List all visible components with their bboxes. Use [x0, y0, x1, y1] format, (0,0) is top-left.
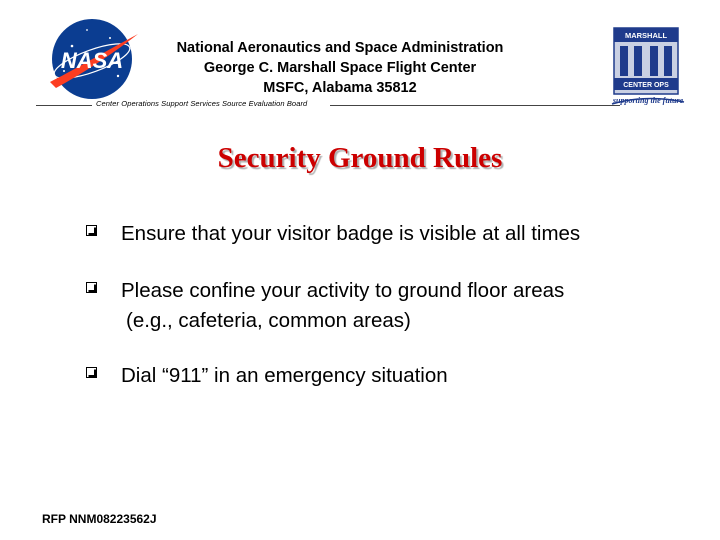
bullet-text-continuation: (e.g., cafeteria, common areas): [126, 309, 411, 332]
header-line-address: MSFC, Alabama 35812: [263, 80, 417, 96]
header-block: [150, 38, 530, 98]
bullet-text: Please confine your activity to ground floor areas: [121, 279, 565, 302]
slide-title: Security Ground Rules: [217, 142, 503, 174]
header-line-center: George C. Marshall Space Flight Center: [203, 60, 477, 76]
checkbox-bullet-icon: [86, 225, 97, 236]
marshall-center-ops-logo: [610, 24, 686, 110]
header-line-agency: National Aeronautics and Space Administration: [176, 40, 504, 56]
header-divider-right: [330, 105, 620, 106]
marshall-logo-tagline: supporting the future: [612, 96, 684, 105]
bullet-text: Ensure that your visitor badge is visible at all times: [121, 222, 581, 245]
header-divider-left: [36, 105, 92, 106]
checkbox-bullet-icon: [86, 367, 97, 378]
marshall-logo-top-text: MARSHALL: [624, 31, 668, 40]
nasa-logo: [42, 16, 142, 102]
checkbox-bullet-icon: [86, 282, 97, 293]
bullet-text: Dial “911” in an emergency situation: [121, 364, 448, 387]
nasa-logo-text: NASA: [60, 48, 124, 73]
marshall-logo-mid-text: CENTER OPS: [623, 82, 669, 89]
rfp-number: RFP NNM08223562J: [42, 512, 157, 526]
board-label: Center Operations Support Services Source Evaluation Board: [96, 99, 308, 108]
